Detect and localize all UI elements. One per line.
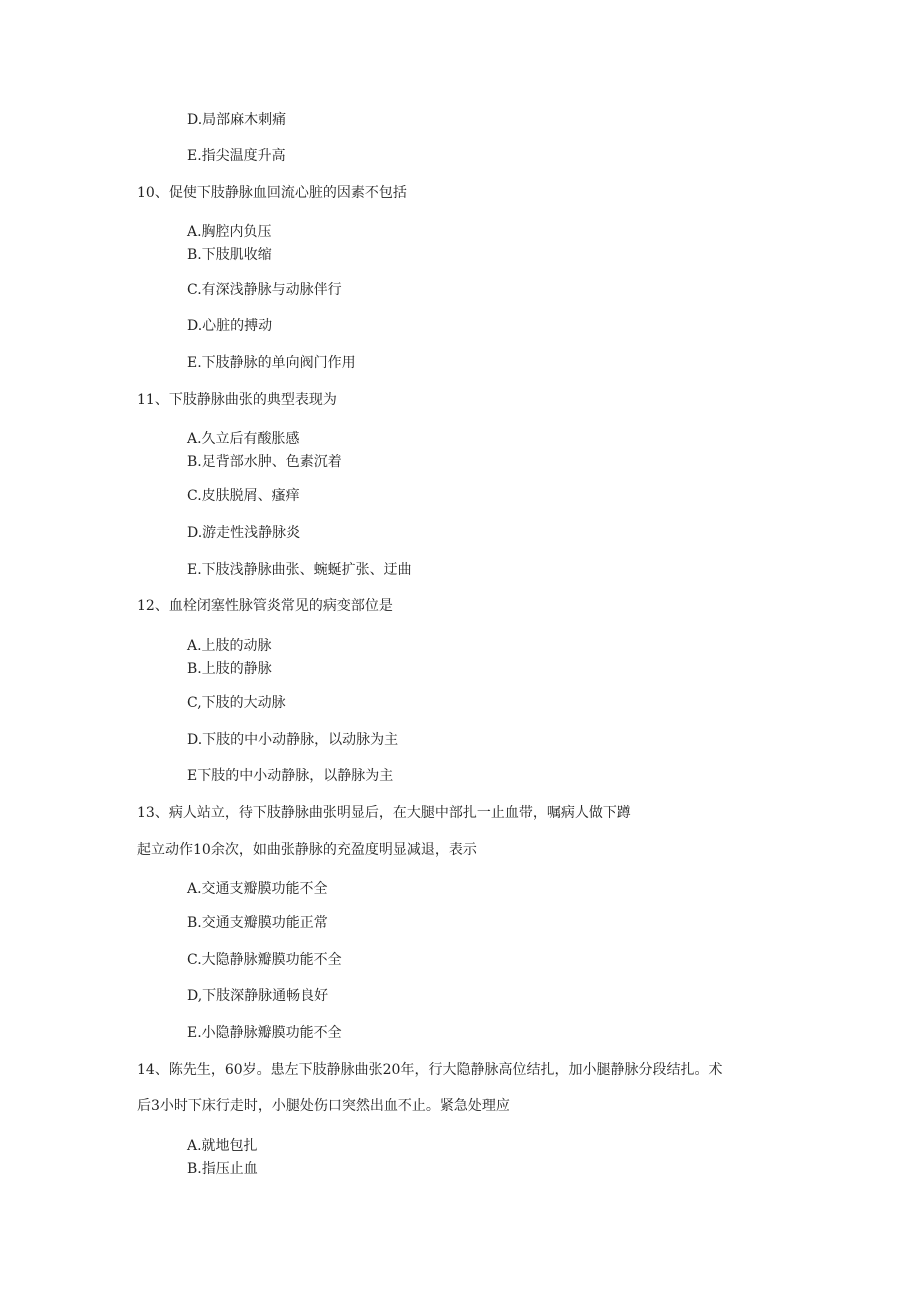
q10-stem: 10、促使下肢静脉血回流心脏的因素不包括	[137, 185, 407, 201]
q14-option-a: A.就地包扎	[187, 1138, 258, 1154]
q11-option-b: B.足背部水肿、色素沉着	[187, 454, 342, 470]
q14-stem-line1: 14、陈先生，60岁。患左下肢静脉曲张20年，行大隐静脉高位结扎，加小腿静脉分段结扎。术	[137, 1062, 723, 1078]
q11-option-a: A.久立后有酸胀感	[187, 431, 300, 447]
q11-stem: 11、下肢静脉曲张的典型表现为	[137, 392, 337, 408]
q10-option-c: C.有深浅静脉与动脉伴行	[187, 282, 342, 298]
q14-stem-line2: 后3小时下床行走时，小腿处伤口突然出血不止。紧急处理应	[137, 1098, 510, 1114]
q12-stem: 12、血栓闭塞性脉管炎常见的病变部位是	[137, 598, 393, 614]
q11-option-d: D.游走性浅静脉炎	[187, 525, 301, 541]
q12-option-a: A.上肢的动脉	[187, 638, 272, 654]
q12-option-d: D.下肢的中小动静脉，以动脉为主	[187, 732, 399, 748]
q10-option-b: B.下肢肌收缩	[187, 247, 272, 263]
q13-option-a: A.交通支瓣膜功能不全	[187, 881, 328, 897]
q11-option-e: E.下肢浅静脉曲张、蜿蜒扩张、迂曲	[187, 562, 412, 578]
q13-stem-line1: 13、病人站立，待下肢静脉曲张明显后，在大腿中部扎一止血带，嘱病人做下蹲	[137, 805, 631, 821]
q12-option-c: C,下肢的大动脉	[187, 695, 286, 711]
q12-option-b: B.上肢的静脉	[187, 661, 272, 677]
q13-option-d: D,下肢深静脉通畅良好	[187, 988, 329, 1004]
q10-option-a: A.胸腔内负压	[187, 224, 272, 240]
q13-option-c: C.大隐静脉瓣膜功能不全	[187, 952, 342, 968]
q12-option-e: E下肢的中小动静脉，以静脉为主	[187, 768, 394, 784]
q10-option-d: D.心脏的搏动	[187, 318, 273, 334]
q13-stem-line2: 起立动作10余次，如曲张静脉的充盈度明显减退，表示	[137, 842, 477, 858]
q13-option-e: E.小隐静脉瓣膜功能不全	[187, 1025, 342, 1041]
q9-option-e: E.指尖温度升高	[187, 148, 286, 164]
q11-option-c: C.皮肤脱屑、瘙痒	[187, 488, 300, 504]
q14-option-b: B.指压止血	[187, 1161, 258, 1177]
q9-option-d: D.局部麻木刺痛	[187, 112, 287, 128]
q10-option-e: E.下肢静脉的单向阀门作用	[187, 355, 356, 371]
q13-option-b: B.交通支瓣膜功能正常	[187, 915, 328, 931]
